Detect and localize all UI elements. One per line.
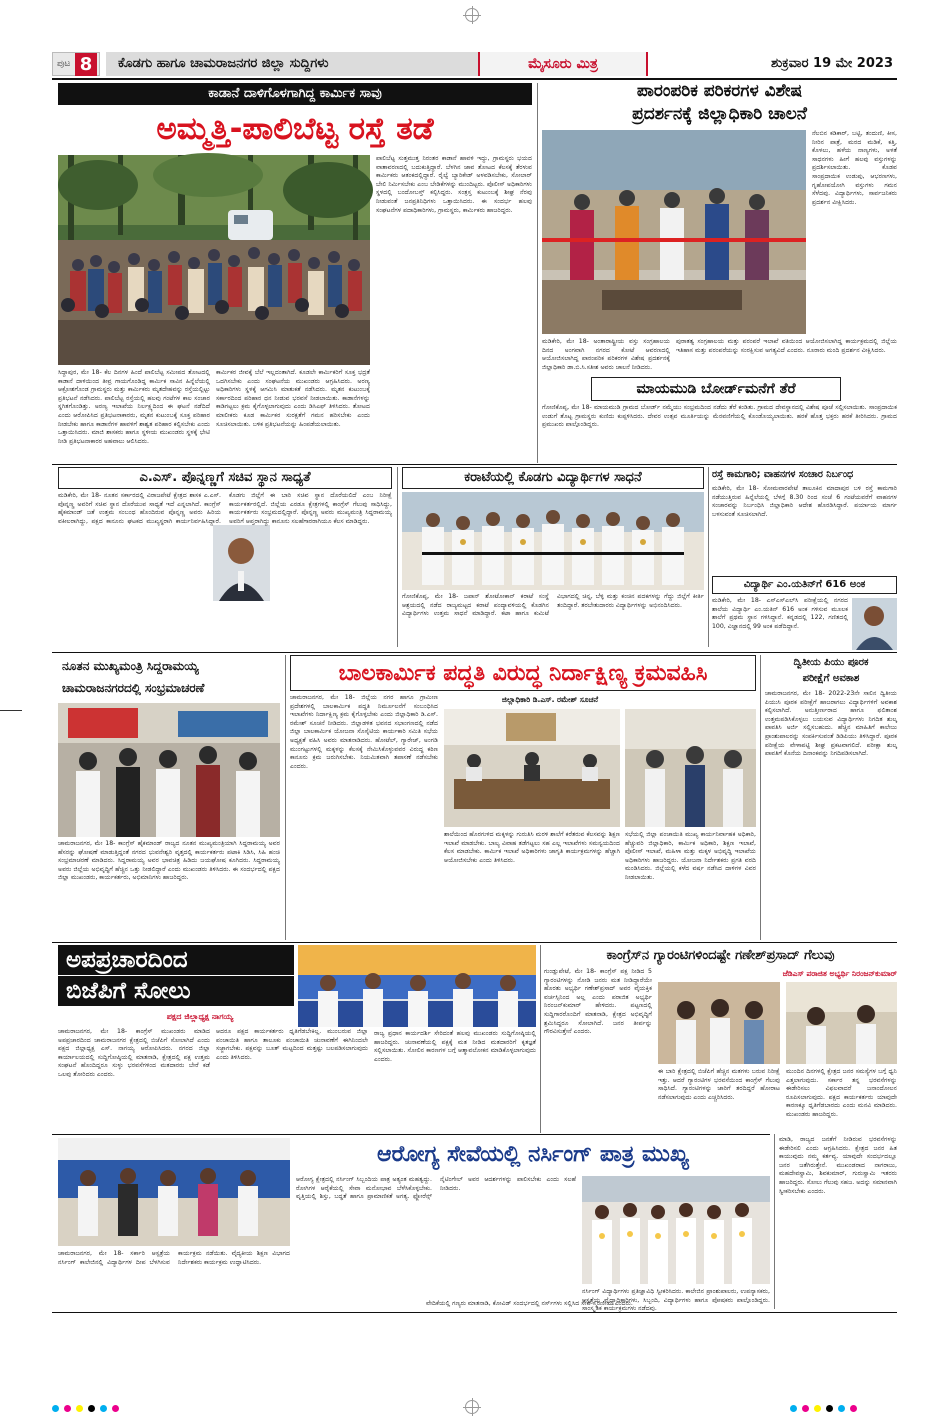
childlabour-body-right: ಸಭೆಯಲ್ಲಿ ಜಿಲ್ಲಾ ಪಂಚಾಯಿತಿ ಮುಖ್ಯ ಕಾರ್ಯನಿರ್ವಾಹಕ ಅಧಿಕಾರಿ, ಹೆಚ್ಚುವರಿ ಜಿಲ್ಲಾಧಿಕಾರಿ, ಕಾರ್ಮಿಕ ಅಧಿಕಾರಿ, ಶಿಕ್ಷಣ ಇಲಾಖೆ, ಪೊಲೀಸ್ ಇಲಾಖೆ, ಮಹಿಳಾ ಮತ್ತು ಮಕ್ಕಳ ಅಭಿವೃದ್ಧಿ ಇಲಾಖೆಯ ಅಧಿಕಾರಿಗಳು ಹಾಜರಿದ್ದರು. ಯೋಜನಾ ನಿರ್ದೇಶಕರು ಪ್ರಗತಿ ವರದಿ ಮಂಡಿಸಿದರು. ಜಿಲ್ಲೆಯಲ್ಲಿ ಕಳೆದ ವರ್ಷ ನಡೆಸಿದ ದಾಳಿಗಳ ವಿವರ ನೀಡಲಾಯಿತು.: [625, 831, 756, 881]
exhibition-photo: [542, 130, 806, 334]
sslc-body: ಮಡಿಕೇರಿ, ಮೇ 18- ಎಸ್‌ಎಸ್‌ಎಲ್‌ಸಿ ಪರೀಕ್ಷೆಯಲ್ಲಿ ನಗರದ ಶಾಲೆಯ ವಿದ್ಯಾರ್ಥಿ ಎಂ.ಯತಿನ್ 616 ಅಂಕ ಗಳಿಸುವ ಮೂಲಕ ಶಾಲೆಗೆ ಪ್ರಥಮ ಸ್ಥಾನ ಗಳಿಸಿದ್ದಾನೆ. ಕನ್ನಡದಲ್ಲಿ 122, ಗಣಿತದಲ್ಲಿ 100, ವಿಜ್ಞಾನದಲ್ಲಿ 99 ಅಂಕ ಪಡೆದಿದ್ದಾನೆ.: [712, 597, 848, 630]
traffic-body: ಮಡಿಕೇರಿ, ಮೇ 18- ಸೋಮವಾರಪೇಟೆ ತಾಲೂಕಿನ ಮಾದಾಪುರ ಬಳಿ ರಸ್ತೆ ಕಾಮಗಾರಿ ನಡೆಯುತ್ತಿರುವ ಹಿನ್ನೆಲೆಯಲ್ಲಿ ಬೆಳಗ್ಗೆ 8.30 ರಿಂದ ಸಂಜೆ 6 ಗಂಟೆಯವರೆಗೆ ವಾಹನಗಳ ಸಂಚಾರವನ್ನು ನಿರ್ಬಂಧಿಸಿ ಜಿಲ್ಲಾಧಿಕಾರಿ ಆದೇಶ ಹೊರಡಿಸಿದ್ದಾರೆ. ಪರ್ಯಾಯ ಮಾರ್ಗ ಬಳಸುವಂತೆ ಸೂಚಿಸಲಾಗಿದೆ.: [712, 485, 897, 518]
childlabour-body-mid: ಶಾಲೆಯಿಂದ ಹೊರಗುಳಿದ ಮಕ್ಕಳನ್ನು ಗುರುತಿಸಿ ಮರಳಿ ಶಾಲೆಗೆ ಕರೆತರುವ ಕೆಲಸವನ್ನು ಶಿಕ್ಷಣ ಇಲಾಖೆ ಮಾಡಬೇಕು. ಬಾಲ್ಯ ವಿವಾಹ ತಡೆಗಟ್ಟಲು ಸಹ ಎಲ್ಲ ಇಲಾಖೆಗಳು ಸಮನ್ವಯದಿಂದ ಕೆಲಸ ಮಾಡಬೇಕು. ಕಾರ್ಮಿಕ ಇಲಾಖೆ ಅಧಿಕಾರಿಗಳು ಜಾಗೃತಿ ಕಾರ್ಯಕ್ರಮಗಳನ್ನು ಹೆಚ್ಚಾಗಿ ಆಯೋಜಿಸಬೇಕು ಎಂದು ತಿಳಿಸಿದರು.: [444, 831, 620, 864]
karate-photo: [402, 492, 704, 590]
puc-body: ಚಾಮರಾಜನಗರ, ಮೇ 18- 2022-23ನೇ ಸಾಲಿನ ದ್ವಿತೀಯ ಪಿಯುಸಿ ಪೂರಕ ಪರೀಕ್ಷೆಗೆ ಹಾಜರಾಗಲು ವಿದ್ಯಾರ್ಥಿಗಳಿಗೆ ಅವಕಾಶ ಕಲ್ಪಿಸಲಾಗಿದೆ. ಅನುತ್ತೀರ್ಣರಾದ ಹಾಗೂ ಫಲಿತಾಂಶ ಉತ್ತಮಪಡಿಸಿಕೊಳ್ಳಲು ಬಯಸುವ ವಿದ್ಯಾರ್ಥಿಗಳು ನಿಗದಿತ ಶುಲ್ಕ ಪಾವತಿಸಿ ಅರ್ಜಿ ಸಲ್ಲಿಸಬಹುದು. ಹೆಚ್ಚಿನ ಮಾಹಿತಿಗೆ ಕಾಲೇಜು ಪ್ರಾಂಶುಪಾಲರನ್ನು ಸಂಪರ್ಕಿಸುವಂತೆ ಡಿಡಿಪಿಯು ತಿಳಿಸಿದ್ದಾರೆ. ಪೂರಕ ಪರೀಕ್ಷೆಯ ವೇಳಾಪಟ್ಟಿ ಶೀಘ್ರ ಪ್ರಕಟವಾಗಲಿದೆ. ಪರೀಕ್ಷಾ ಶುಲ್ಕ ಪಾವತಿಗೆ ಕೊನೆಯ ದಿನಾಂಕವನ್ನು ನಿಗದಿಪಡಿಸಲಾಗಿದೆ.: [765, 690, 897, 758]
childlabour-headline: ಬಾಲಕಾರ್ಮಿಕ ಪದ್ಧತಿ ವಿರುದ್ಧ ನಿರ್ದಾಕ್ಷಿಣ್ಯ ಕ್ರಮವಹಿಸಿ: [290, 655, 756, 691]
exhibition-body-left: ಮಡಿಕೇರಿ, ಮೇ 18- ಅಂತಾರಾಷ್ಟ್ರೀಯ ವಸ್ತು ಸಂಗ್ರಹಾಲಯ ದಿನದ ಅಂಗವಾಗಿ ನಗರದ ಕೋಟೆ ಆವರಣದಲ್ಲಿ ಆಯೋಜಿಸಲಾಗಿದ್ದ ಪಾರಂಪರಿಕ ಪರಿಕರಗಳ ವಿಶೇಷ ಪ್ರದರ್ಶನಕ್ಕೆ ಜಿಲ್ಲಾಧಿಕಾರಿ ಡಾ.ಬಿ.ಸಿ.ಸತೀಶ ಅವರು ಚಾಲನೆ ನೀಡಿದರು.: [542, 338, 670, 371]
nursing-headline: ಆರೋಗ್ಯ ಸೇವೆಯಲ್ಲಿ ನರ್ಸಿಂಗ್ ಪಾತ್ರ ಮುಖ್ಯ: [377, 1142, 689, 1167]
ganesh-photo-1: [658, 982, 780, 1064]
bjp-body-1: ಚಾಮರಾಜನಗರ, ಮೇ 18- ಕಾಂಗ್ರೆಸ್ ಮುಖಂಡರು ಮಾಡಿದ ಅಪಪ್ರಚಾರದಿಂದ ಚಾಮರಾಜನಗರ ಕ್ಷೇತ್ರದಲ್ಲಿ ಬಿಜೆಪಿಗೆ ಸೋಲಾಗಿದೆ ಎಂದು ಪಕ್ಷದ ಜಿಲ್ಲಾಧ್ಯಕ್ಷ ಎಸ್. ನಾಗಯ್ಯ ಆರೋಪಿಸಿದರು. ನಗರದ ಜಿಲ್ಲಾ ಕಾರ್ಯಾಲಯದಲ್ಲಿ ಸುದ್ದಿಗೋಷ್ಠಿಯಲ್ಲಿ ಮಾತನಾಡಿ, ಕ್ಷೇತ್ರದಲ್ಲಿ ಪಕ್ಷ ಉತ್ತಮ ಸಂಘಟನೆ ಹೊಂದಿದ್ದರೂ ಸುಳ್ಳು ಭರವಸೆಗಳಿಂದ ಮತದಾರರು ಬೇರೆ ಕಡೆ ಒಲವು ತೋರಿದರು ಎಂದರು.: [58, 1028, 210, 1078]
ganesh-headline: ಕಾಂಗ್ರೆಸ್‌ನ ಗ್ಯಾರಂಟಿಗಳಿಂದಷ್ಟೇ ಗಣೇಶ್‌ಪ್ರಸಾದ್ ಗೆಲುವು: [606, 948, 835, 963]
row-divider-3: [52, 942, 897, 943]
ponnanna-headline: ಎ.ಎಸ್. ಪೊನ್ನಣ್ಣಗೆ ಸಚಿವ ಸ್ಥಾನ ಸಾಧ್ಯತೆ: [58, 467, 392, 489]
column-divider-5: [760, 655, 761, 940]
bjp-headline-1: ಅಪಪ್ರಚಾರದಿಂದ: [58, 945, 294, 975]
issue-date: ಶುಕ್ರವಾರ 19 ಮೇ 2023: [771, 56, 893, 71]
nursing-body-right: ನರ್ಸಿಂಗ್ ವಿದ್ಯಾರ್ಥಿಗಳು ಪ್ರತಿಜ್ಞಾವಿಧಿ ಸ್ವೀಕರಿಸಿದರು. ಕಾಲೇಜಿನ ಪ್ರಾಂಶುಪಾಲರು, ಉಪನ್ಯಾಸಕರು, ಆಸ್ಪತ್ರೆಯ ವೈದ್ಯಾಧಿಕಾರಿಗಳು, ಸಿಬ್ಬಂದಿ, ವಿದ್ಯಾರ್ಥಿಗಳು ಹಾಗೂ ಪೋಷಕರು ಪಾಲ್ಗೊಂಡಿದ್ದರು. ಸಾಂಸ್ಕೃತಿಕ ಕಾರ್ಯಕ್ರಮಗಳು ನಡೆದವು.: [582, 1288, 770, 1313]
lead-kicker: ಕಾಡಾನೆ ದಾಳಿಗೊಳಗಾಗಿದ್ದ ಕಾರ್ಮಿಕ ಸಾವು: [58, 83, 532, 105]
row-divider-4: [52, 1134, 770, 1135]
column-divider-6: [540, 945, 541, 1133]
page-bottom-rule: [52, 1312, 897, 1313]
cm-headline-1: ನೂತನ ಮುಖ್ಯಮಂತ್ರಿ ಸಿದ್ದರಾಮಯ್ಯ: [58, 655, 280, 677]
exhibition-body-right: ನೆಲಬಿನ ಕಡಿಕಾರ್, ಬಟ್ಟಿ, ತಂದುಣಿ, ಕೀಸ, ನೀರಿನ ಪಾತ್ರೆ, ಮರದ ಮಡಿಕೆ, ಕತ್ತಿ, ಕೊಳಲು, ಹಳೆಯ ನಾಣ್ಯಗಳು, ಅಳತೆ ಸಾಧನಗಳು ಹೀಗೆ ಹಲವು ವಸ್ತುಗಳನ್ನು ಪ್ರದರ್ಶಿಸಲಾಯಿತು. ಕೊಡವ ಸಾಂಪ್ರದಾಯಿಕ ಉಡುಪು, ಆಭರಣಗಳು, ಗೃಹೋಪಯೋಗಿ ವಸ್ತುಗಳು ಗಮನ ಸೆಳೆದವು. ವಿದ್ಯಾರ್ಥಿಗಳು, ಸಾರ್ವಜನಿಕರು ಪ್ರದರ್ಶನ ವೀಕ್ಷಿಸಿದರು.: [812, 130, 897, 206]
page-number: 8: [75, 53, 97, 76]
ganesh-body-left: ಗುಂಡ್ಲುಪೇಟೆ, ಮೇ 18- ಕಾಂಗ್ರೆಸ್ ಪಕ್ಷ ನೀಡಿದ 5 ಗ್ಯಾರಂಟಿಗಳನ್ನು ನೋಡಿ ಜನರು ಮತ ನೀಡಿದ್ದಾರೆಯೇ ಹೊರತು ಅಭ್ಯರ್ಥಿ ಗಣೇಶ್‌ಪ್ರಸಾದ್ ಅವರ ವೈಯಕ್ತಿಕ ವರ್ಚಸ್ಸಿನಿಂದ ಅಲ್ಲ ಎಂದು ಪರಾಜಿತ ಅಭ್ಯರ್ಥಿ ನಿರಂಜನ್‌ಕುಮಾರ್ ಹೇಳಿದರು. ಪಟ್ಟಣದಲ್ಲಿ ಸುದ್ದಿಗಾರರೊಂದಿಗೆ ಮಾತನಾಡಿ, ಕ್ಷೇತ್ರದ ಅಭಿವೃದ್ಧಿಗೆ ಶ್ರಮಿಸಿದ್ದರೂ ಸೋಲಾಗಿದೆ. ಜನರ ತೀರ್ಪನ್ನು ಗೌರವಿಸುತ್ತೇನೆ ಎಂದರು.: [544, 968, 652, 1036]
puc-headline-2: ಪರೀಕ್ಷೆಗೆ ಅವಕಾಶ: [802, 673, 860, 684]
yatin-photo: [852, 598, 897, 650]
bjp-headline-2: ಬಿಜೆಪಿಗೆ ಸೋಲು: [58, 976, 294, 1006]
nursing-students-photo: [582, 1176, 770, 1284]
ganesh-body-right: ಮುಂದಿನ ದಿನಗಳಲ್ಲಿ ಕ್ಷೇತ್ರದ ಜನರ ಸಮಸ್ಯೆಗಳ ಬಗ್ಗೆ ಧ್ವನಿ ಎತ್ತಲಾಗುವುದು. ಸರ್ಕಾರ ತನ್ನ ಭರವಸೆಗಳನ್ನು ಈಡೇರಿಸಲು ವಿಫಲವಾದರೆ ಜನಾಂದೋಲನ ರೂಪಿಸಲಾಗುವುದು. ಪಕ್ಷದ ಕಾರ್ಯಕರ್ತರು ಯಾವುದೇ ಕಾರಣಕ್ಕೂ ಧೃತಿಗೆಡಬಾರದು ಎಂದು ಮನವಿ ಮಾಡಿದರು. ಮುಖಂಡರು ಹಾಜರಿದ್ದರು.: [786, 1068, 897, 1118]
ponnanna-body: ಮಡಿಕೇರಿ, ಮೇ 18- ನೂತನ ಸರ್ಕಾರದಲ್ಲಿ ವಿರಾಜಪೇಟೆ ಕ್ಷೇತ್ರದ ಶಾಸಕ ಎ.ಎಸ್. ಪೊನ್ನಣ್ಣ ಅವರಿಗೆ ಸಚಿವ ಸ್ಥಾನ ದೊರೆಯುವ ಸಾಧ್ಯತೆ ಇದೆ ಎನ್ನಲಾಗಿದೆ. ಕಾಂಗ್ರೆಸ್ ಹೈಕಮಾಂಡ್ ಜತೆ ಉತ್ತಮ ಸಂಬಂಧ ಹೊಂದಿರುವ ಪೊನ್ನಣ್ಣ ಅವರು ಹಿರಿಯ ವಕೀಲರಾಗಿದ್ದು, ಪಕ್ಷದ ಕಾನೂನು ಘಟಕದ ಮುಖ್ಯಸ್ಥರಾಗಿ ಕಾರ್ಯನಿರ್ವಹಿಸಿದ್ದಾರೆ. ಕೊಡಗು ಜಿಲ್ಲೆಗೆ ಈ ಬಾರಿ ಸಚಿವ ಸ್ಥಾನ ದೊರೆಯಲಿದೆ ಎಂಬ ನಿರೀಕ್ಷೆ ಕಾರ್ಯಕರ್ತರಲ್ಲಿದೆ. ಜಿಲ್ಲೆಯ ಎರಡೂ ಕ್ಷೇತ್ರಗಳಲ್ಲಿ ಕಾಂಗ್ರೆಸ್ ಗೆಲುವು ಸಾಧಿಸಿದ್ದು, ಕಾರ್ಯಕರ್ತರು ಸಂಭ್ರಮದಲ್ಲಿದ್ದಾರೆ. ಪೊನ್ನಣ್ಣ ಅವರು ಮುಖ್ಯಮಂತ್ರಿ ಸಿದ್ದರಾಮಯ್ಯ ಅವರಿಗೆ ಆಪ್ತರಾಗಿದ್ದು ಕಾನೂನು ಸಲಹೆಗಾರರಾಗಿಯೂ ಕೆಲಸ ಮಾಡಿದ್ದರು.: [58, 492, 392, 525]
right-column-continued: ಮಾಡಿ, ರಾಜ್ಯದ ಜನತೆಗೆ ನೀಡಿರುವ ಭರವಸೆಗಳನ್ನು ಈಡೇರಿಸಲಿ ಎಂದು ಆಗ್ರಹಿಸಿದರು. ಕ್ಷೇತ್ರದ ಜನರ ಹಿತ ಕಾಯುವುದು ನಮ್ಮ ಕರ್ತವ್ಯ. ಯಾವುದೇ ಸಂದರ್ಭದಲ್ಲೂ ಜನರ ಜತೆಗಿರುತ್ತೇನೆ. ಮುಖಂಡರಾದ ನಾಗರಾಜು, ಮಹದೇವಸ್ವಾಮಿ, ಶಿವಕುಮಾರ್, ಗುರುಸ್ವಾಮಿ ಇತರರು ಹಾಜರಿದ್ದರು. ಸೋಲು ಗೆಲುವು ಸಹಜ. ಅದನ್ನು ಸಮಾನವಾಗಿ ಸ್ವೀಕರಿಸಬೇಕು ಎಂದರು.: [779, 1136, 897, 1195]
press-meet-photo: [298, 945, 536, 1027]
lead-body-left: ಸಿದ್ದಾಪುರ, ಮೇ 18- ಕೆಲ ದಿನಗಳ ಹಿಂದೆ ಪಾಲಿಬೆಟ್ಟ ಸಮೀಪದ ತೋಟದಲ್ಲಿ ಕಾಡಾನೆ ದಾಳಿಯಿಂದ ತೀವ್ರ ಗಾಯಗೊಂಡಿದ್ದ ಕಾರ್ಮಿಕ ಸಾವಿನ ಹಿನ್ನೆಲೆಯಲ್ಲಿ ಆಕ್ರೋಶಗೊಂಡ ಗ್ರಾಮಸ್ಥರು ಮತ್ತು ಕಾರ್ಮಿಕರು ಮೃತದೇಹವನ್ನು ರಸ್ತೆಯಲ್ಲಿಟ್ಟು ಪ್ರತಿಭಟನೆ ನಡೆಸಿದರು. ಪಾಲಿಬೆಟ್ಟ ರಸ್ತೆಯಲ್ಲಿ ಹಲವು ಗಂಟೆಗಳ ಕಾಲ ಸಂಚಾರ ಸ್ಥಗಿತಗೊಂಡಿತ್ತು. ಅರಣ್ಯ ಇಲಾಖೆಯ ನಿರ್ಲಕ್ಷ್ಯದಿಂದ ಈ ಘಟನೆ ನಡೆದಿದೆ ಎಂದು ಆರೋಪಿಸಿದ ಪ್ರತಿಭಟನಾಕಾರರು, ಮೃತನ ಕುಟುಂಬಕ್ಕೆ ಸೂಕ್ತ ಪರಿಹಾರ ನೀಡಬೇಕು ಹಾಗೂ ಕಾಡಾನೆಗಳ ಹಾವಳಿಗೆ ಶಾಶ್ವತ ಪರಿಹಾರ ಕಲ್ಪಿಸಬೇಕು ಎಂದು ಒತ್ತಾಯಿಸಿದರು. ಮಾಜಿ ಶಾಸಕರು ಹಾಗೂ ಸ್ಥಳೀಯ ಮುಖಂಡರು ಸ್ಥಳಕ್ಕೆ ಭೇಟಿ ನೀಡಿ ಪ್ರತಿಭಟನಾಕಾರರ ಅಹವಾಲು ಆಲಿಸಿದರು.: [58, 369, 210, 445]
karate-body: ಗೋಣಿಕೊಪ್ಪ, ಮೇ 18- ಜಪಾನ್ ಶೋಟೋಕಾನ್ ಕರಾಟೆ ಸಂಸ್ಥೆ ಆಶ್ರಯದಲ್ಲಿ ನಡೆದ ರಾಜ್ಯಮಟ್ಟದ ಕರಾಟೆ ಪಂದ್ಯಾವಳಿಯಲ್ಲಿ ಕೊಡಗಿನ ವಿದ್ಯಾರ್ಥಿಗಳು ಉತ್ತಮ ಸಾಧನೆ ಮಾಡಿದ್ದಾರೆ. ಕಟಾ ಹಾಗೂ ಕುಮಿಟೆ ವಿಭಾಗದಲ್ಲಿ ಚಿನ್ನ, ಬೆಳ್ಳಿ ಮತ್ತು ಕಂಚಿನ ಪದಕಗಳನ್ನು ಗೆದ್ದು ಜಿಲ್ಲೆಗೆ ಕೀರ್ತಿ ತಂದಿದ್ದಾರೆ. ತರಬೇತುದಾರರು ವಿದ್ಯಾರ್ಥಿಗಳನ್ನು ಅಭಿನಂದಿಸಿದರು.: [402, 593, 704, 618]
puc-headline-1: ದ್ವಿತೀಯ ಪಿಯು ಪೂರಕ: [793, 657, 869, 668]
column-divider-7: [774, 1134, 775, 1309]
registration-mark-top: [465, 8, 479, 22]
exhibition-body-mid: ಪುರಾತತ್ವ ಸಂಗ್ರಹಾಲಯ ಮತ್ತು ಪರಂಪರೆ ಇಲಾಖೆ ವತಿಯಿಂದ ಆಯೋಜಿಸಲಾಗಿದ್ದ ಕಾರ್ಯಕ್ರಮದಲ್ಲಿ ಜಿಲ್ಲೆಯ ಇತಿಹಾಸ ಮತ್ತು ಪರಂಪರೆಯನ್ನು ಸಂರಕ್ಷಿಸುವ ಅಗತ್ಯವಿದೆ ಎಂದರು. ನೂರಾರು ಮಂದಿ ಪ್ರದರ್ಶನ ವೀಕ್ಷಿಸಿದರು.: [676, 338, 897, 354]
section-title: ಕೊಡಗು ಹಾಗೂ ಚಾಮರಾಜನಗರ ಜಿಲ್ಲಾ ಸುದ್ದಿಗಳು: [106, 52, 478, 76]
cm-body: ಚಾಮರಾಜನಗರ, ಮೇ 18- ಕಾಂಗ್ರೆಸ್ ಹೈಕಮಾಂಡ್ ರಾಜ್ಯದ ನೂತನ ಮುಖ್ಯಮಂತ್ರಿಯಾಗಿ ಸಿದ್ದರಾಮಯ್ಯ ಅವರ ಹೆಸರನ್ನು ಘೋಷಣೆ ಮಾಡುತ್ತಿದ್ದಂತೆ ನಗರದ ಭುವನೇಶ್ವರಿ ವೃತ್ತದಲ್ಲಿ ಕಾರ್ಯಕರ್ತರು ಪಟಾಕಿ ಸಿಡಿಸಿ, ಸಿಹಿ ಹಂಚಿ ಸಂಭ್ರಮಾಚರಣೆ ಮಾಡಿದರು. ಸಿದ್ದರಾಮಯ್ಯ ಅವರ ಭಾವಚಿತ್ರ ಹಿಡಿದು ಜಯಘೋಷ ಕೂಗಿದರು. ಸಿದ್ದರಾಮಯ್ಯ ಅವರು ಜಿಲ್ಲೆಯ ಅಭಿವೃದ್ಧಿಗೆ ಹೆಚ್ಚಿನ ಒತ್ತು ನೀಡಲಿದ್ದಾರೆ ಎಂದು ಮುಖಂಡರು ತಿಳಿಸಿದರು. ಈ ಸಂದರ್ಭದಲ್ಲಿ ಪಕ್ಷದ ಜಿಲ್ಲಾ ಮುಖಂಡರು, ಕಾರ್ಯಕರ್ತರು, ಅಭಿಮಾನಿಗಳು ಹಾಜರಿದ್ದರು.: [58, 840, 280, 882]
exhibition-headline-2: ಪ್ರದರ್ಶನಕ್ಕೆ ಜಿಲ್ಲಾಧಿಕಾರಿ ಚಾಲನೆ: [632, 104, 807, 124]
ganesh-photo-2: [786, 982, 897, 1064]
sslc-headline: ವಿದ್ಯಾರ್ಥಿ ಎಂ.ಯತಿನ್‌ಗೆ 616 ಅಂಕ: [712, 576, 897, 594]
lead-headline: ಅಮ್ಮತ್ತಿ-ಪಾಲಿಬೆಟ್ಟ ರಸ್ತೆ ತಡೆ: [156, 111, 434, 147]
childlabour-body-left: ಚಾಮರಾಜನಗರ, ಮೇ 18- ಜಿಲ್ಲೆಯ ನಗರ ಹಾಗೂ ಗ್ರಾಮೀಣ ಪ್ರದೇಶಗಳಲ್ಲಿ ಬಾಲಕಾರ್ಮಿಕ ಪದ್ಧತಿ ನಿರ್ಮೂಲನೆಗೆ ಸಂಬಂಧಿಸಿದ ಇಲಾಖೆಗಳು ನಿರ್ದಾಕ್ಷಿಣ್ಯ ಕ್ರಮ ಕೈಗೊಳ್ಳಬೇಕು ಎಂದು ಜಿಲ್ಲಾಧಿಕಾರಿ ಡಿ.ಎಸ್. ರಮೇಶ್ ಸೂಚನೆ ನೀಡಿದರು. ಜಿಲ್ಲಾಡಳಿತ ಭವನದ ಸಭಾಂಗಣದಲ್ಲಿ ನಡೆದ ಜಿಲ್ಲಾ ಬಾಲಕಾರ್ಮಿಕ ಯೋಜನಾ ಸೊಸೈಟಿಯ ಕಾರ್ಯಕಾರಿ ಸಮಿತಿ ಸಭೆಯ ಅಧ್ಯಕ್ಷತೆ ವಹಿಸಿ ಅವರು ಮಾತನಾಡಿದರು. ಹೋಟೆಲ್, ಗ್ಯಾರೇಜ್, ಅಂಗಡಿ ಮುಂಗಟ್ಟುಗಳಲ್ಲಿ ಮಕ್ಕಳನ್ನು ಕೆಲಸಕ್ಕೆ ನೇಮಿಸಿಕೊಳ್ಳುವವರ ವಿರುದ್ಧ ಕಠಿಣ ಕಾನೂನು ಕ್ರಮ ಜರುಗಿಸಬೇಕು. ನಿಯಮಿತವಾಗಿ ತಪಾಸಣೆ ನಡೆಸಬೇಕು ಎಂದರು.: [290, 694, 438, 770]
column-divider-2: [397, 467, 398, 647]
lead-body-mid: ಕಾರ್ಮಿಕರ ಜೀವಕ್ಕೆ ಬೆಲೆ ಇಲ್ಲದಂತಾಗಿದೆ. ಕೂಡಲೇ ಕಾರ್ಮಿಕರಿಗೆ ಸೂಕ್ತ ಭದ್ರತೆ ಒದಗಿಸಬೇಕು ಎಂದು ಸಂಘಟನೆಯ ಮುಖಂಡರು ಆಗ್ರಹಿಸಿದರು. ಅರಣ್ಯ ಅಧಿಕಾರಿಗಳು ಸ್ಥಳಕ್ಕೆ ಆಗಮಿಸಿ ಮಾತುಕತೆ ನಡೆಸಿದರು. ಮೃತನ ಕುಟುಂಬಕ್ಕೆ ಸರ್ಕಾರದಿಂದ ಪರಿಹಾರ ಧನ ನೀಡುವ ಭರವಸೆ ನೀಡಲಾಯಿತು. ಕಾಡಾನೆಗಳನ್ನು ಕಾಡಿಗಟ್ಟಲು ಕ್ರಮ ಕೈಗೊಳ್ಳಲಾಗುವುದು ಎಂದು ಡಿಸಿಎಫ್ ತಿಳಿಸಿದರು. ತೋಟದ ಮಾಲೀಕರು ಕೂಡ ಕಾರ್ಮಿಕರ ಸುರಕ್ಷತೆಗೆ ಗಮನ ಹರಿಸಬೇಕು ಎಂದು ಸೂಚಿಸಲಾಯಿತು. ಬಳಿಕ ಪ್ರತಿಭಟನೆಯನ್ನು ಹಿಂಪಡೆಯಲಾಯಿತು.: [216, 369, 370, 428]
ganesh-byline: ಜೆಡಿಎಸ್ ಪರಾಜಿತ ಅಭ್ಯರ್ಥಿ ನಿರಂಜನ್‌ಕುಮಾರ್: [782, 969, 897, 978]
nursing-body-far: ವೇದಿಕೆಯಲ್ಲಿ ಗಣ್ಯರು ಮಾತನಾಡಿ, ಕೋವಿಡ್ ಸಂದರ್ಭದಲ್ಲಿ ನರ್ಸ್‌ಗಳು ಸಲ್ಲಿಸಿದ ಸೇವೆ ಸ್ಮರಣೀಯ ಎಂದರು.: [426, 1300, 633, 1307]
page-label: ಪುಟ: [57, 59, 71, 69]
column-divider-4: [285, 655, 286, 940]
cm-headline-2: ಚಾಮರಾಜನಗರದಲ್ಲಿ ಸಂಭ್ರಮಾಚರಣೆ: [62, 681, 205, 695]
column-divider: [537, 83, 538, 463]
mayamudi-body: ಗೋಣಿಕೊಪ್ಪ, ಮೇ 18- ಮಾಯಮುಡಿ ಗ್ರಾಮದ ಬೋರ್ಡ್ ನಮ್ಮೆಯು ಸಂಭ್ರಮದಿಂದ ನಡೆದು ತೆರೆ ಕಂಡಿತು. ಗ್ರಾಮದ ದೇವಸ್ಥಾನದಲ್ಲಿ ವಿಶೇಷ ಪೂಜೆ ಸಲ್ಲಿಸಲಾಯಿತು. ಸಾಂಪ್ರದಾಯಿಕ ಉಡುಗೆ ತೊಟ್ಟ ಗ್ರಾಮಸ್ಥರು ಕುಣಿದು ಕುಪ್ಪಳಿಸಿದರು. ದೇವರ ಉತ್ಸವ ಮೂರ್ತಿಯನ್ನು ಮೆರವಣಿಗೆಯಲ್ಲಿ ಕೊಂಡೊಯ್ಯಲಾಯಿತು. ಹರಕೆ ಹೊತ್ತ ಭಕ್ತರು ಹರಕೆ ತೀರಿಸಿದರು. ಗ್ರಾಮದ ಪ್ರಮುಖರು ಪಾಲ್ಗೊಂಡಿದ್ದರು.: [542, 404, 897, 429]
color-bar-left: [52, 1405, 119, 1412]
cm-celebration-photo: [58, 703, 280, 837]
crop-mark-left: [0, 710, 22, 711]
nursing-body-mid: ಆರೋಗ್ಯ ಕ್ಷೇತ್ರದಲ್ಲಿ ನರ್ಸಿಂಗ್ ಸಿಬ್ಬಂದಿಯ ಪಾತ್ರ ಅತ್ಯಂತ ಮಹತ್ವದ್ದು. ರೋಗಿಗಳ ಆರೈಕೆಯಲ್ಲಿ ಸೇವಾ ಮನೋಭಾವ ಬೆಳೆಸಿಕೊಳ್ಳಬೇಕು. ವೃತ್ತಿಯಲ್ಲಿ ಶಿಸ್ತು, ಬದ್ಧತೆ ಹಾಗೂ ಪ್ರಾಮಾಣಿಕತೆ ಅಗತ್ಯ. ಫ್ಲೋರೆನ್ಸ್ ನೈಟಿಂಗೇಲ್ ಅವರ ಆದರ್ಶಗಳನ್ನು ಪಾಲಿಸಬೇಕು ಎಂದು ಸಲಹೆ ನೀಡಿದರು.: [296, 1176, 576, 1201]
traffic-headline: ರಸ್ತೆ ಕಾಮಗಾರಿ; ವಾಹನಗಳ ಸಂಚಾರ ನಿರ್ಬಂಧ: [712, 469, 854, 480]
ganesh-body-mid: ಈ ಬಾರಿ ಕ್ಷೇತ್ರದಲ್ಲಿ ಬಿಜೆಪಿಗೆ ಹೆಚ್ಚಿನ ಮತಗಳು ಬರುವ ನಿರೀಕ್ಷೆ ಇತ್ತು. ಆದರೆ ಗ್ಯಾರಂಟಿಗಳ ಭರವಸೆಯಿಂದ ಕಾಂಗ್ರೆಸ್ ಗೆಲುವು ಸಾಧಿಸಿದೆ. ಗ್ಯಾರಂಟಿಗಳನ್ನು ಜಾರಿಗೆ ತರದಿದ್ದರೆ ಹೋರಾಟ ನಡೆಸಲಾಗುವುದು ಎಂದು ಎಚ್ಚರಿಸಿದರು.: [658, 1068, 780, 1101]
lead-body-right: ಪಾಲಿಬೆಟ್ಟ ಸುತ್ತಮುತ್ತ ನಿರಂತರ ಕಾಡಾನೆ ಹಾವಳಿ ಇದ್ದು, ಗ್ರಾಮಸ್ಥರು ಭಯದ ವಾತಾವರಣದಲ್ಲಿ ಬದುಕುತ್ತಿದ್ದಾರೆ. ಬೆಳಗಿನ ಜಾವ ತೋಟದ ಕೆಲಸಕ್ಕೆ ತೆರಳುವ ಕಾರ್ಮಿಕರು ಆತಂಕದಲ್ಲಿದ್ದಾರೆ. ರೈಲ್ವೆ ಬ್ಯಾರಿಕೇಡ್ ಅಳವಡಿಸಬೇಕು, ಸೋಲಾರ್ ಬೇಲಿ ನಿರ್ಮಿಸಬೇಕು ಎಂಬ ಬೇಡಿಕೆಗಳನ್ನು ಮುಂದಿಟ್ಟರು. ಪೊಲೀಸ್ ಅಧಿಕಾರಿಗಳು ಸ್ಥಳದಲ್ಲಿ ಬಂದೋಬಸ್ತ್ ಕಲ್ಪಿಸಿದ್ದರು. ಸಂತ್ರಸ್ತ ಕುಟುಂಬಕ್ಕೆ ಶೀಘ್ರ ನೆರವು ನೀಡುವಂತೆ ಜನಪ್ರತಿನಿಧಿಗಳು ಒತ್ತಾಯಿಸಿದರು. ಈ ಸಂದರ್ಭ ಹಲವು ಸಂಘಟನೆಗಳ ಪದಾಧಿಕಾರಿಗಳು, ಗ್ರಾಮಸ್ಥರು, ಕಾರ್ಮಿಕರು ಹಾಜರಿದ್ದರು.: [376, 155, 532, 214]
newspaper-brand: ಮೈಸೂರು ಮಿತ್ರ: [478, 52, 648, 76]
bjp-body-3: ರಾಜ್ಯ ಪ್ರಧಾನ ಕಾರ್ಯದರ್ಶಿ ಸೇರಿದಂತೆ ಹಲವು ಮುಖಂಡರು ಸುದ್ದಿಗೋಷ್ಠಿಯಲ್ಲಿ ಹಾಜರಿದ್ದರು. ಚುನಾವಣೆಯಲ್ಲಿ ಪಕ್ಷಕ್ಕೆ ಮತ ನೀಡಿದ ಮತದಾರರಿಗೆ ಕೃತಜ್ಞತೆ ಸಲ್ಲಿಸಲಾಯಿತು. ಸೋಲಿನ ಕಾರಣಗಳ ಬಗ್ಗೆ ಆತ್ಮಾವಲೋಕನ ಮಾಡಿಕೊಳ್ಳಲಾಗುವುದು ಎಂದರು.: [374, 1030, 536, 1063]
page-number-badge: [52, 52, 100, 76]
bjp-body-2: ಆದರೂ ಪಕ್ಷದ ಕಾರ್ಯಕರ್ತರು ಧೃತಿಗೆಡಬೇಕಿಲ್ಲ. ಮುಂಬರುವ ಜಿಲ್ಲಾ ಪಂಚಾಯಿತಿ ಹಾಗೂ ತಾಲೂಕು ಪಂಚಾಯಿತಿ ಚುನಾವಣೆಗೆ ಈಗಿನಿಂದಲೇ ಸಜ್ಜಾಗಬೇಕು. ಪಕ್ಷವನ್ನು ಬೂತ್ ಮಟ್ಟದಿಂದ ಮತ್ತಷ್ಟು ಬಲಪಡಿಸಲಾಗುವುದು ಎಂದು ತಿಳಿಸಿದರು.: [216, 1028, 368, 1061]
mayamudi-headline: ಮಾಯಮುಡಿ ಬೋರ್ಡ್‌ಮನೆಗೆ ತೆರೆ: [591, 377, 841, 401]
column-divider-3: [708, 467, 709, 647]
karate-headline: ಕರಾಟೆಯಲ್ಲಿ ಕೊಡಗು ವಿದ್ಯಾರ್ಥಿಗಳ ಸಾಧನೆ: [402, 467, 704, 489]
exhibition-headline-1: ಪಾರಂಪರಿಕ ಪರಿಕರಗಳ ವಿಶೇಷ: [636, 81, 803, 101]
bjp-byline: ಪಕ್ಷದ ಜಿಲ್ಲಾಧ್ಯಕ್ಷ ನಾಗಯ್ಯ: [166, 1012, 234, 1021]
nursing-body-left: ಚಾಮರಾಜನಗರ, ಮೇ 18- ಸರ್ಕಾರಿ ಆಸ್ಪತ್ರೆಯ ನರ್ಸಿಂಗ್ ಕಾಲೇಜಿನಲ್ಲಿ ವಿದ್ಯಾರ್ಥಿಗಳ ದೀಪ ಬೆಳಗಿಸುವ ಕಾರ್ಯಕ್ರಮ ನಡೆಯಿತು. ವೈದ್ಯಕೀಯ ಶಿಕ್ಷಣ ವಿಭಾಗದ ನಿರ್ದೇಶಕರು ಕಾರ್ಯಕ್ರಮ ಉದ್ಘಾಟಿಸಿದರು.: [58, 1250, 290, 1266]
protest-photo: [58, 155, 370, 365]
row-divider-1: [52, 464, 897, 465]
officials-photo: [625, 709, 756, 827]
nursing-stage-photo: [58, 1138, 290, 1246]
registration-mark-bottom: [465, 1400, 479, 1414]
color-bar-right: [790, 1405, 857, 1412]
row-divider-2: [52, 652, 897, 653]
childlabour-byline: ಜಿಲ್ಲಾಧಿಕಾರಿ ಡಿ.ಎಸ್. ರಮೇಶ್ ಸೂಚನೆ: [501, 695, 599, 704]
meeting-photo: [444, 709, 620, 827]
